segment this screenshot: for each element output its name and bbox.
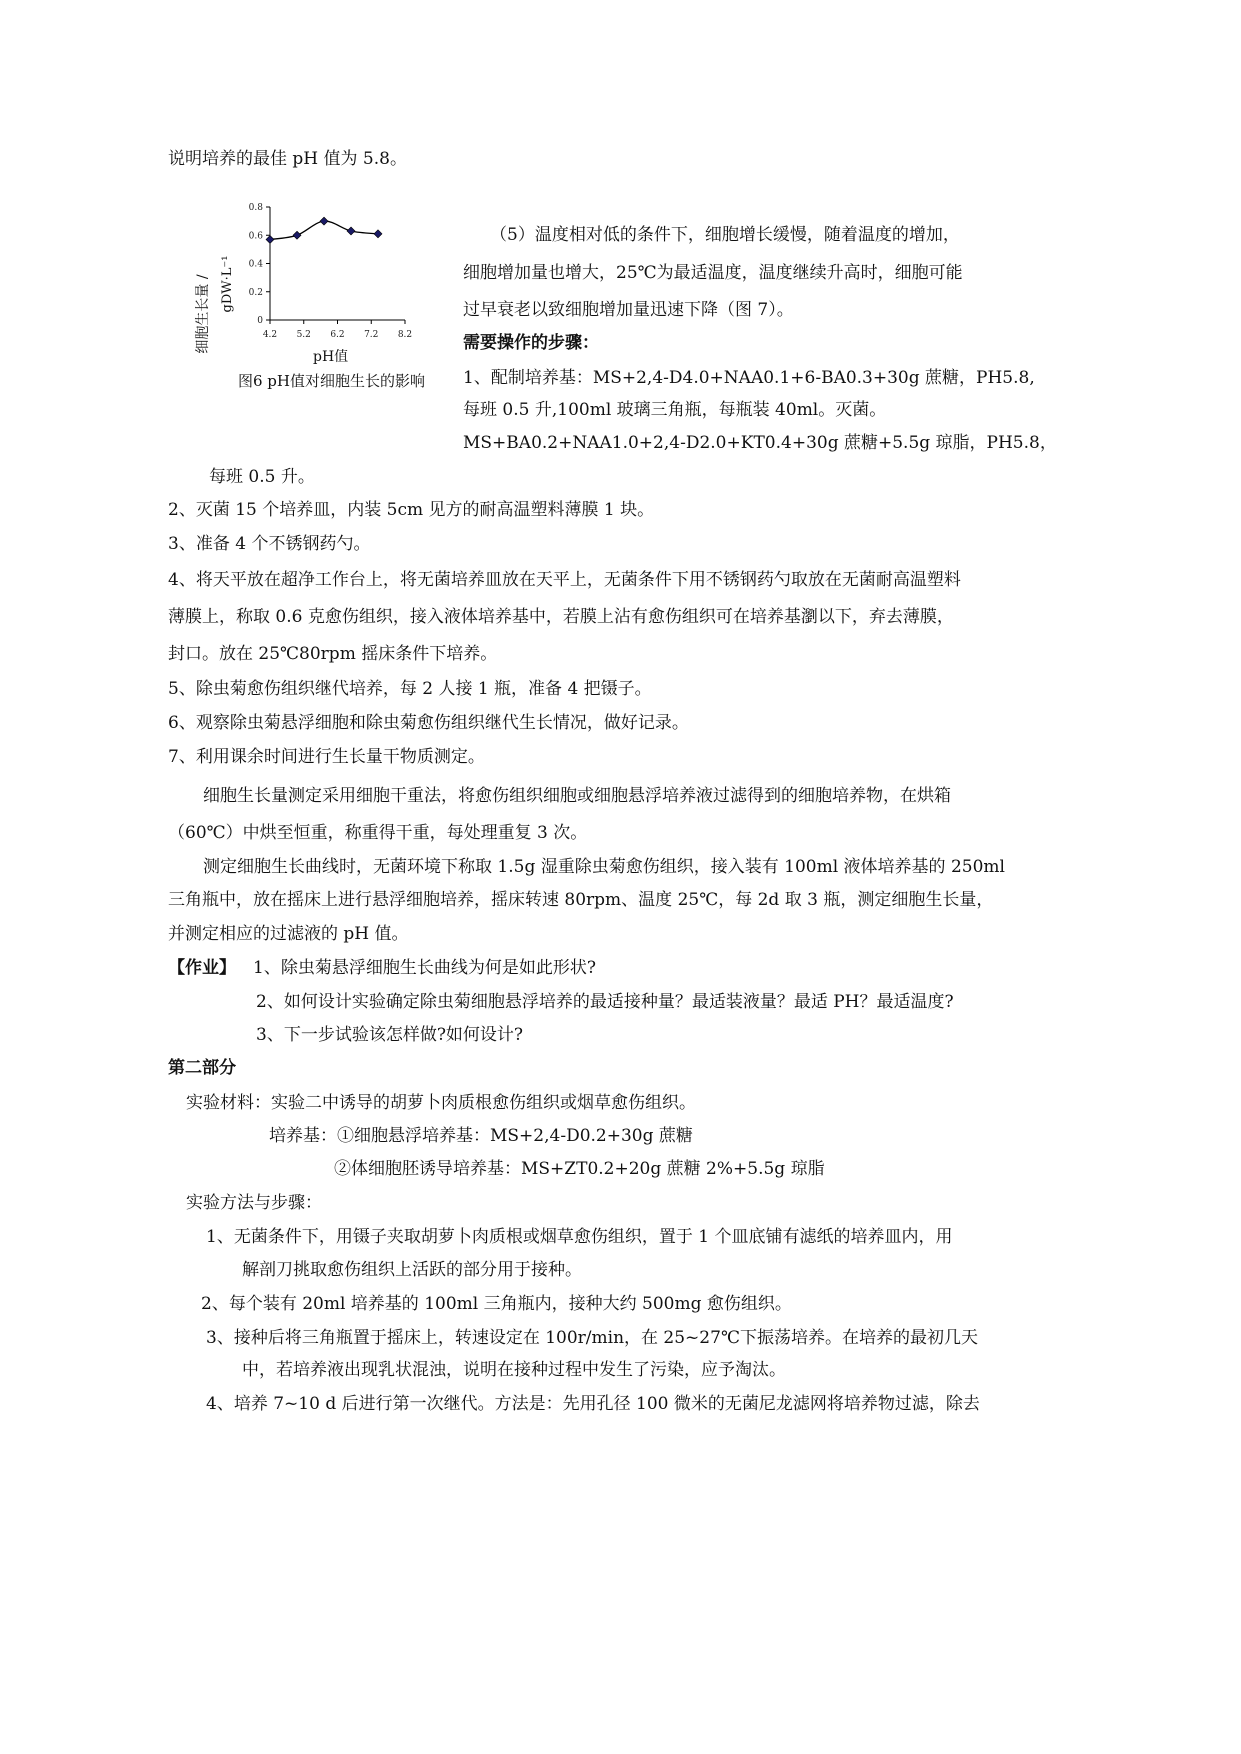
method-1-line2: （60℃）中烘至恒重，称重得干重，每处理重复 3 次。 [168, 823, 588, 843]
step-5: 5、除虫菊愈伤组织继代培养，每 2 人接 1 瓶，准备 4 把镊子。 [168, 679, 652, 699]
x-tick-label: 5.2 [296, 330, 311, 340]
part2-step-1-line2: 解剖刀挑取愈伤组织上活跃的部分用于接种。 [242, 1260, 582, 1280]
x-ticks [263, 320, 412, 340]
step-7: 7、利用课余时间进行生长量干物质测定。 [168, 747, 485, 767]
step-6: 6、观察除虫菊悬浮细胞和除虫菊愈伤组织继代生长情况，做好记录。 [168, 713, 689, 733]
x-tick-label: 7.2 [364, 330, 379, 340]
part2-step-2: 2、每个装有 20ml 培养基的 100ml 三角瓶内，接种大约 500mg 愈伤组织。 [201, 1294, 792, 1314]
part2-step-4: 4、培养 7~10 d 后进行第一次继代。方法是：先用孔径 100 微米的无菌尼龙滤网将培养物过滤，除去 [206, 1394, 980, 1414]
step-4-line2: 薄膜上，称取 0.6 克愈伤组织，接入液体培养基中，若膜上沾有愈伤组织可在培养基瀏以下，弃去薄膜， [168, 607, 954, 627]
intro-text: 说明培养的最佳 pH 值为 5.8。 [168, 149, 407, 169]
method-2-line3: 并测定相应的过滤液的 pH 值。 [168, 924, 409, 944]
steps-heading: 需要操作的步骤： [463, 333, 599, 353]
y-axis-label [194, 256, 235, 354]
figure-caption: 图6 pH值对细胞生长的影响 [238, 372, 425, 390]
y-tick-label: 0.8 [248, 203, 263, 213]
paragraph-5-line1: （5）温度相对低的条件下，细胞增长缓慢，随着温度的增加， [490, 225, 960, 245]
paragraph-5-line2: 细胞增加量也增大，25℃为最适温度，温度继续升高时，细胞可能 [463, 263, 963, 283]
data-point [347, 227, 355, 235]
homework-3: 3、下一步试验该怎样做?如何设计? [256, 1025, 524, 1045]
step-1-line4: 每班 0.5 升。 [209, 467, 315, 487]
part2-step-3-line2: 中，若培养液出现乳状混浊，说明在接种过程中发生了污染，应予淘汰。 [242, 1360, 786, 1380]
chart-axes [270, 207, 405, 320]
y-tick-label: 0.4 [248, 259, 263, 270]
y-axis-label-line2: gDW·L⁻¹ [220, 255, 235, 313]
step-1-line3: MS+BA0.2+NAA1.0+2,4-D2.0+KT0.4+30g 蔗糖+5.5g 琼脂，PH5.8， [463, 433, 1057, 453]
medium-2: ②体细胞胚诱导培养基：MS+ZT0.2+20g 蔗糖 2%+5.5g 琼脂 [334, 1159, 825, 1179]
data-point [266, 235, 274, 243]
part-2-heading: 第二部分 [168, 1058, 236, 1078]
step-3: 3、准备 4 个不锈钢药勺。 [168, 534, 371, 554]
part2-step-3-line1: 3、接种后将三角瓶置于摇床上，转速设定在 100r/min，在 25~27℃下振荡培养。在培养的最初几天 [206, 1328, 978, 1348]
data-point [374, 230, 382, 238]
step-1-line1: 1、配制培养基：MS+2,4-D4.0+NAA0.1+6-BA0.3+30g 蔗糖，PH5.8, [463, 368, 1035, 388]
y-tick-label: 0.6 [248, 231, 263, 242]
method-1-line1: 细胞生长量测定采用细胞干重法，将愈伤组织细胞或细胞悬浮培养液过滤得到的细胞培养物，在烘箱 [203, 786, 951, 806]
x-tick-label: 6.2 [330, 330, 345, 340]
materials: 实验材料：实验二中诱导的胡萝卜肉质根愈伤组织或烟草愈伤组织。 [186, 1093, 696, 1113]
y-tick-label: 0.2 [248, 287, 263, 298]
medium-1: 培养基：①细胞悬浮培养基：MS+2,4-D0.2+30g 蔗糖 [269, 1126, 693, 1146]
methods-heading: 实验方法与步骤： [186, 1193, 322, 1213]
y-axis-label-line1: 细胞生长量 / [195, 274, 211, 354]
x-tick-label: 8.2 [397, 330, 413, 340]
y-ticks [249, 203, 270, 326]
step-2: 2、灭菌 15 个培养皿，内装 5cm 见方的耐高温塑料薄膜 1 块。 [168, 500, 655, 520]
series-line [266, 217, 382, 243]
x-tick-label: 4.2 [262, 330, 278, 340]
y-tick-label: 0 [257, 316, 263, 326]
method-2-line1: 测定细胞生长曲线时，无菌环境下称取 1.5g 湿重除虫菊愈伤组织，接入装有 100ml 液体培养基的 250ml [203, 857, 1005, 877]
data-point [293, 231, 301, 239]
step-4-line3: 封口。放在 25℃80rpm 摇床条件下培养。 [168, 644, 498, 664]
homework-label: 【作业】 [168, 958, 236, 978]
part2-step-1-line1: 1、无菌条件下，用镊子夹取胡萝卜肉质根或烟草愈伤组织，置于 1 个皿底铺有滤纸的培养皿内，用 [206, 1227, 953, 1247]
step-4-line1: 4、将天平放在超净工作台上，将无菌培养皿放在天平上，无菌条件下用不锈钢药勺取放在无菌耐高温塑料 [168, 570, 961, 590]
homework-1: 1、除虫菊悬浮细胞生长曲线为何是如此形状? [253, 958, 596, 978]
homework-2: 2、如何设计实验确定除虫菊细胞悬浮培养的最适接种量？最适装液量？最适 PH？最适温度? [256, 992, 954, 1012]
method-2-line2: 三角瓶中，放在摇床上进行悬浮细胞培养，摇床转速 80rpm、温度 25℃，每 2d 取 3 瓶，测定细胞生长量， [168, 890, 994, 910]
paragraph-5-line3: 过早衰老以致细胞增加量迅速下降（图 7）。 [463, 300, 794, 320]
x-axis-label: pH值 [313, 349, 349, 365]
data-point [320, 217, 328, 225]
step-1-line2: 每班 0.5 升,100ml 玻璃三角瓶，每瓶装 40ml。灭菌。 [463, 400, 887, 420]
